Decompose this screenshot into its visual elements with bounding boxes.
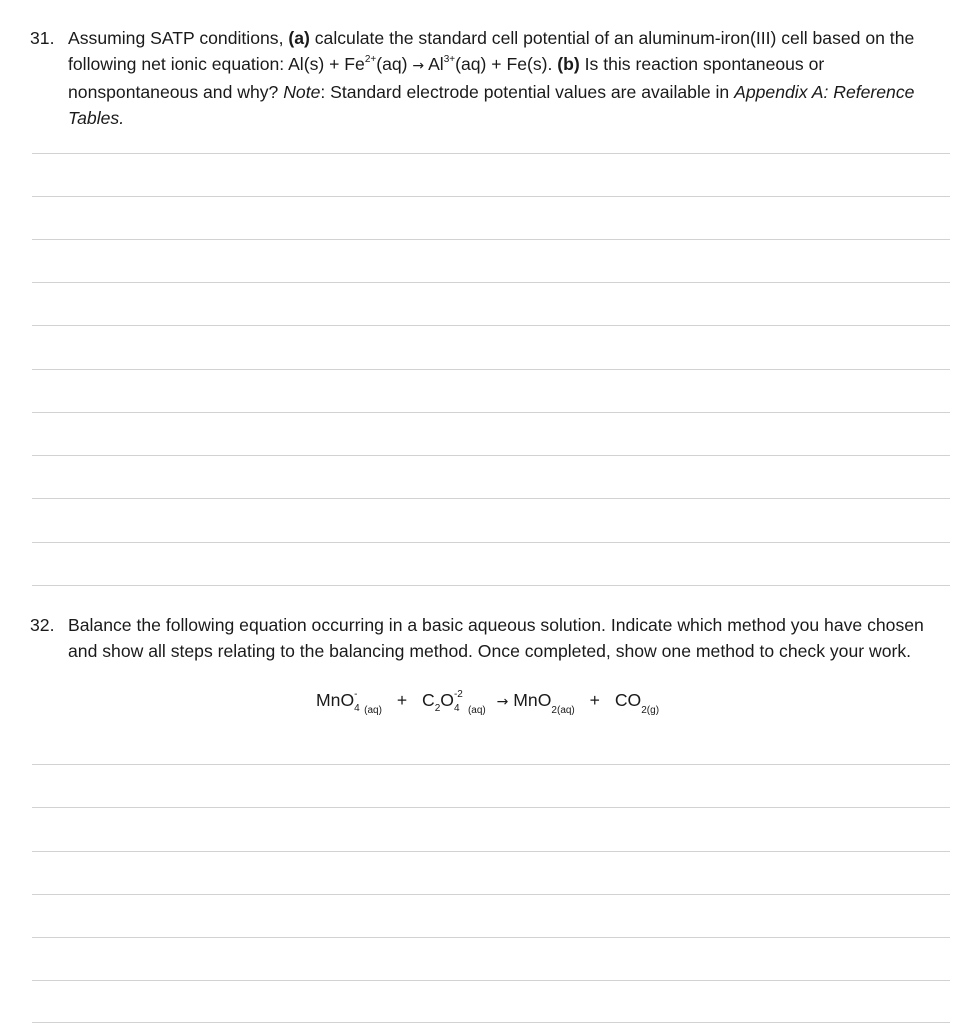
answer-line [32,894,950,895]
answer-line [32,498,950,499]
answer-line [32,282,950,283]
question-number: 31. [30,28,55,48]
answer-line [32,585,950,586]
answer-line [32,764,950,765]
appendix-reference: Appendix A: Reference Tables. [68,82,915,128]
answer-line [32,153,950,154]
answer-line [32,239,950,240]
question-number: 32. [30,615,55,635]
answer-line [32,980,950,981]
question-31-text: Assuming SATP conditions, (a) calculate the standard cell potential of an aluminum-iron(III) cell based on the following net ionic equation: $Al(s) + Fe^{2+}(aq) \to Al^{3+}(aq) + Fe(s)$. (b) Is this reaction spontaneous or nonspontaneous and why? Note: Standard electrode potential values are available in Appendix A: Reference Tables. [68,28,915,128]
answer-line [32,325,950,326]
answer-line [32,196,950,197]
fe-charge: 2+ [364,54,377,66]
note-label: Note [283,82,321,102]
answer-line [32,412,950,413]
reaction-arrow: → [496,694,509,710]
answer-line [32,455,950,456]
question-32 [30,612,945,664]
question-32-text: Balance the following equation occurring in a basic aqueous solution. Indicate which method you have chosen and show all steps relating to the balancing method. Once completed, show one method to check your work. [68,615,924,661]
redox-equation: MnO - 4 $_{(aq)} + C_2O$ -2 4 $_{(aq)} \to MnO_{2(aq)} + CO_{2(g)}$ [316,689,660,716]
answer-line [32,1022,950,1023]
answer-line [32,369,950,370]
answer-line [32,807,950,808]
part-b-label: (b) [557,54,580,74]
reaction-arrow: → [412,58,425,74]
part-a-label: (a) [288,28,310,48]
answer-line [32,937,950,938]
question-31 [30,25,945,131]
answer-line [32,851,950,852]
answer-line [32,542,950,543]
al-charge: 3+ [443,54,456,66]
